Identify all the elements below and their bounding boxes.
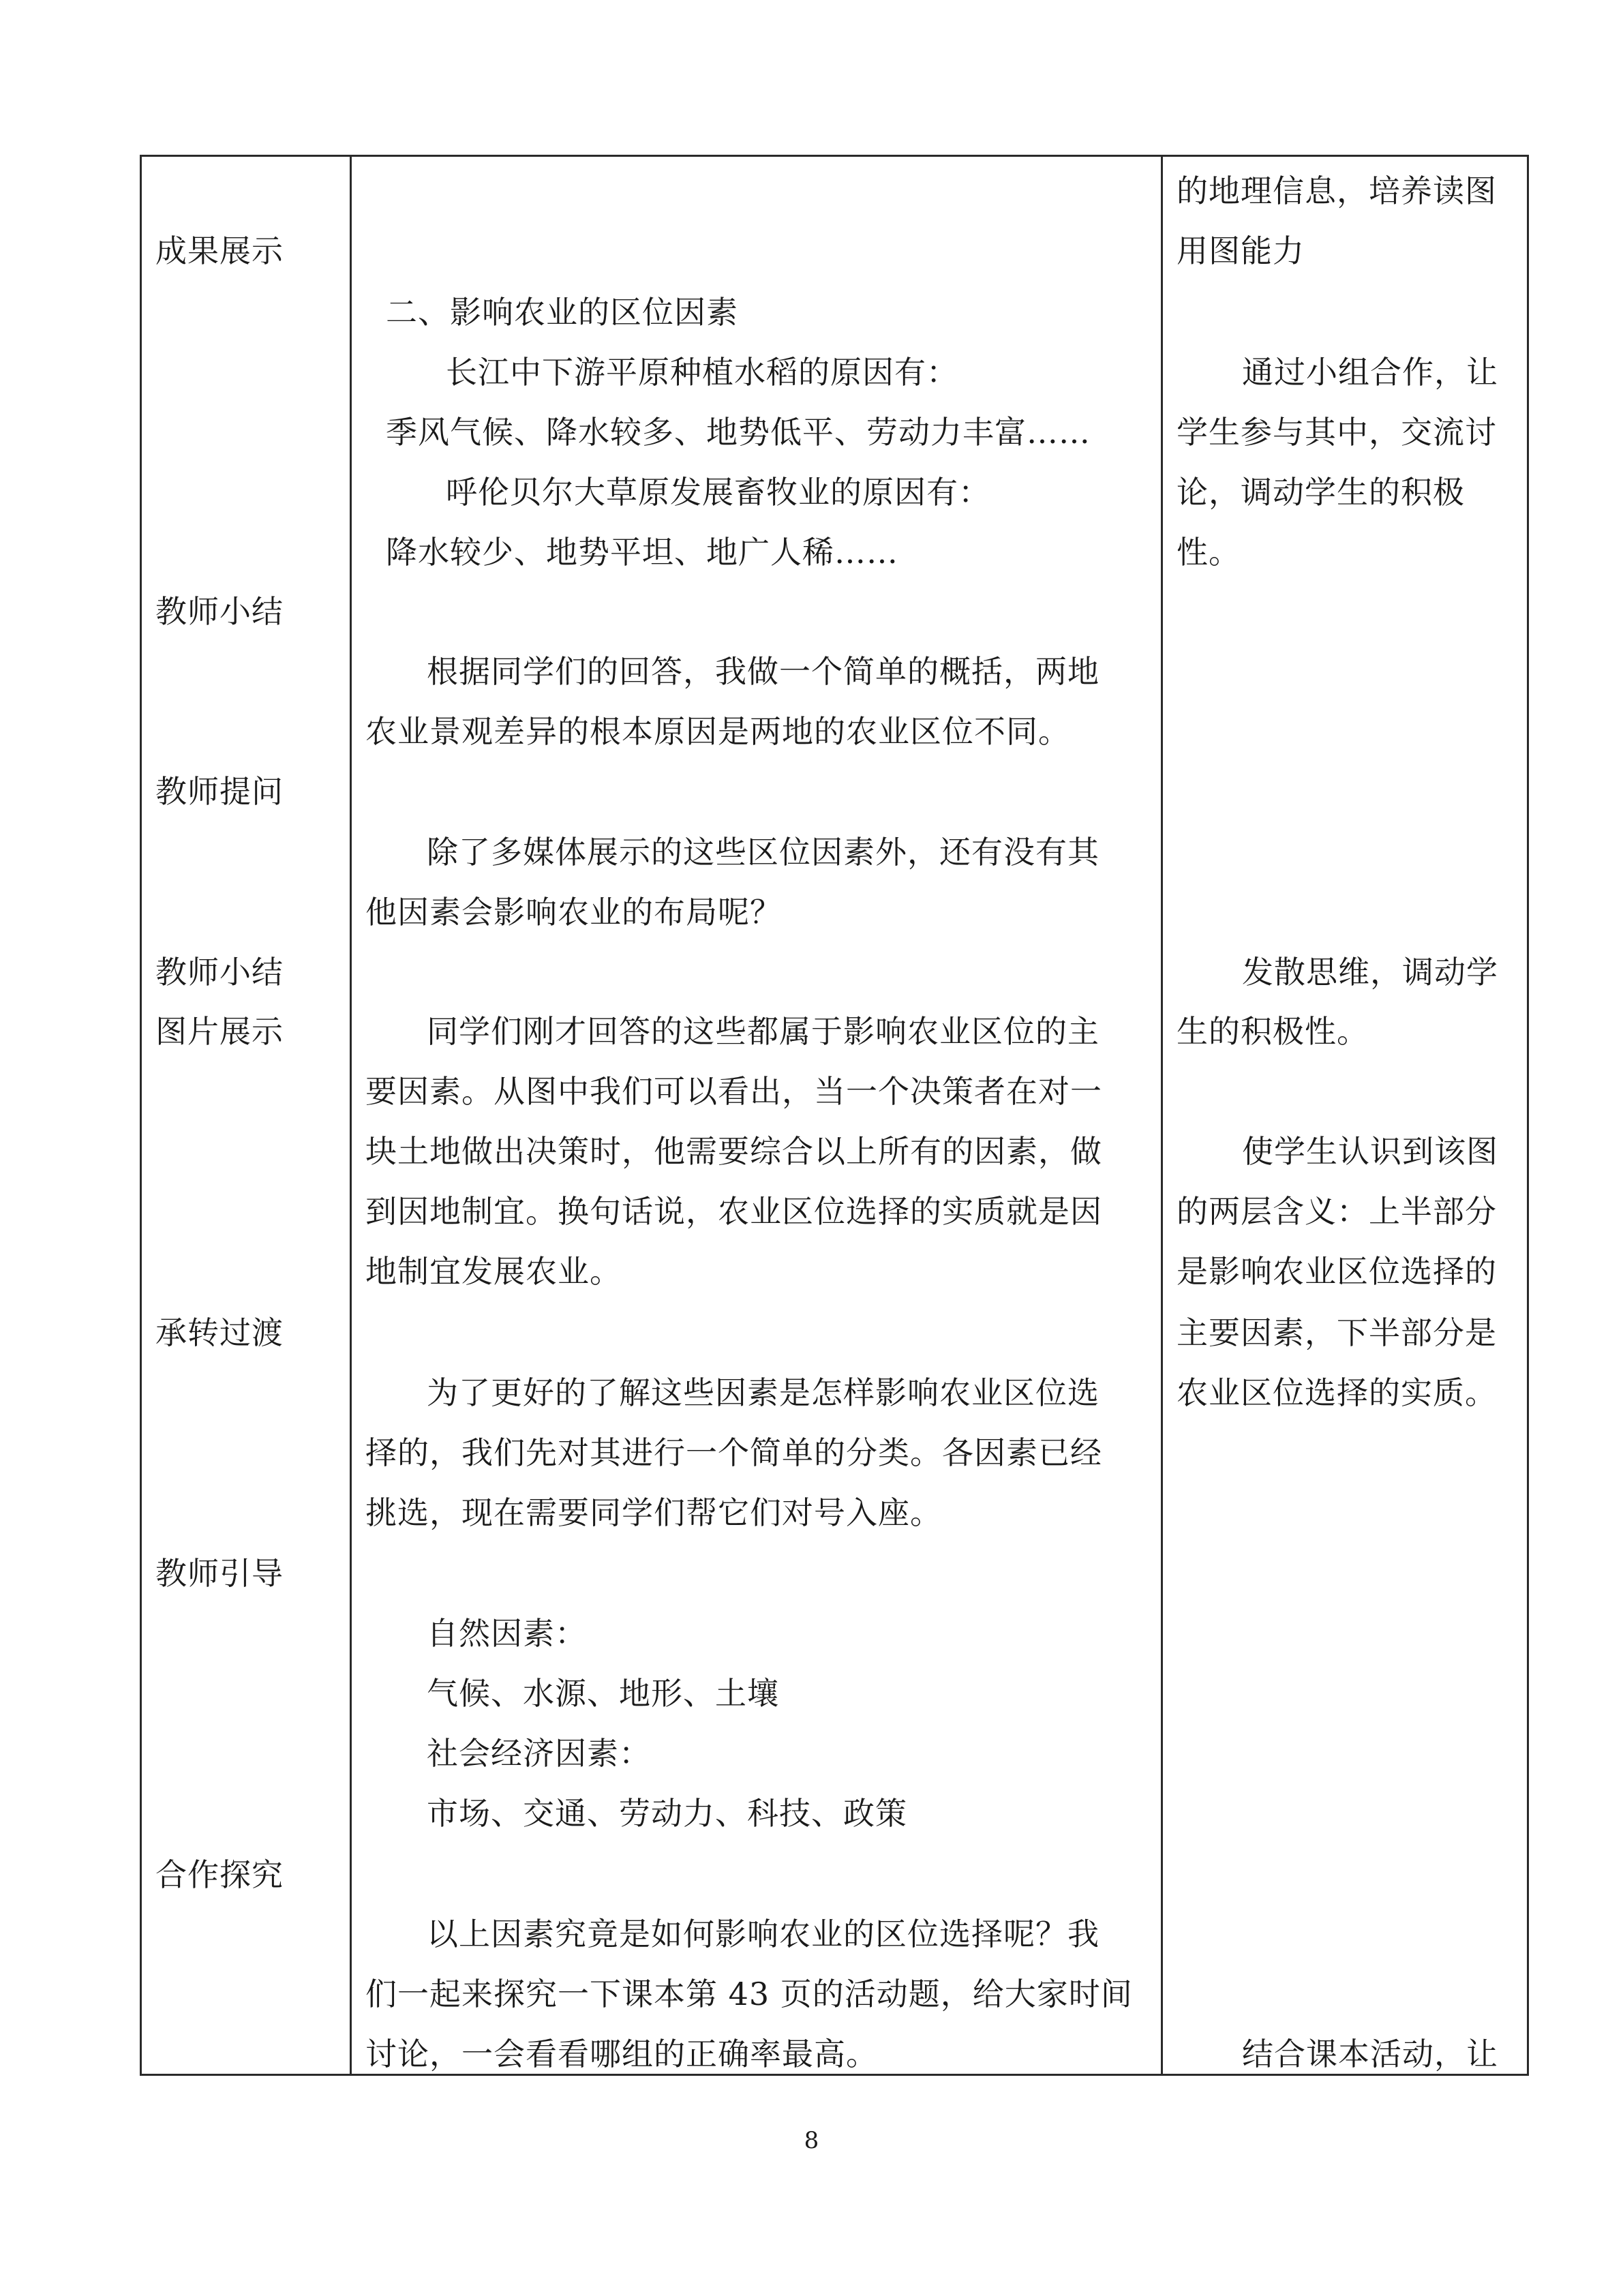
intent-line: 使学生认识到该图 (1242, 1133, 1498, 1170)
intent-line: 农业区位选择的实质。 (1177, 1374, 1497, 1411)
content-line: 要因素。从图中我们可以看出，当一个决策者在对一 (365, 1073, 1102, 1110)
content-line: 降水较少、地势平坦、地广人稀…… (386, 534, 898, 571)
content-line: 同学们刚才回答的这些都属于影响农业区位的主 (427, 1013, 1099, 1050)
stage-label-image-display: 图片展示 (155, 1013, 284, 1050)
content-line: 季风气候、降水较多、地势低平、劳动力丰富…… (386, 414, 1091, 451)
stage-label-teacher-summary: 教师小结 (155, 593, 284, 630)
stage-label-results: 成果展示 (155, 232, 284, 269)
intent-line: 主要因素，下半部分是 (1177, 1314, 1497, 1351)
content-line: 地制宜发展农业。 (365, 1253, 622, 1290)
stage-label-teacher-question: 教师提问 (155, 773, 284, 810)
column-divider-right (1161, 157, 1163, 2074)
content-line: 长江中下游平原种植水稻的原因有： (446, 354, 958, 391)
content-line: 到因地制宜。换句话说，农业区位选择的实质就是因 (365, 1193, 1102, 1230)
content-line: 根据同学们的回答，我做一个简单的概括，两地 (427, 653, 1099, 690)
stage-label-teacher-guide: 教师引导 (155, 1555, 284, 1592)
intent-line: 发散思维，调动学 (1242, 954, 1498, 991)
intent-line: 结合课本活动，让 (1242, 2036, 1498, 2072)
content-line: 以上因素究竟是如何影响农业的区位选择呢？我 (427, 1916, 1099, 1952)
content-line: 择的，我们先对其进行一个简单的分类。各因素已经 (365, 1434, 1102, 1471)
content-line: 社会经济因素： (427, 1735, 651, 1772)
intent-line: 论，调动学生的积极 (1177, 474, 1465, 511)
intent-line: 学生参与其中，交流讨 (1177, 414, 1497, 451)
content-line: 呼伦贝尔大草原发展畜牧业的原因有： (446, 474, 990, 511)
intent-line: 的两层含义：上半部分 (1177, 1193, 1497, 1230)
intent-line: 是影响农业区位选择的 (1177, 1253, 1497, 1290)
content-line: 农业景观差异的根本原因是两地的农业区位不同。 (365, 713, 1070, 750)
stage-label-cooperative-inquiry: 合作探究 (155, 1856, 284, 1893)
intent-line: 生的积极性。 (1177, 1013, 1369, 1050)
content-line: 挑选，现在需要同学们帮它们对号入座。 (365, 1494, 942, 1531)
content-line: 为了更好的了解这些因素是怎样影响农业区位选 (427, 1374, 1099, 1411)
content-line: 市场、交通、劳动力、科技、政策 (427, 1795, 907, 1832)
section-heading: 二、影响农业的区位因素 (386, 294, 738, 331)
intent-line: 通过小组合作，让 (1242, 354, 1498, 391)
content-line: 气候、水源、地形、土壤 (427, 1675, 779, 1712)
content-line: 自然因素： (427, 1615, 587, 1652)
content-line: 块土地做出决策时，他需要综合以上所有的因素，做 (365, 1133, 1102, 1170)
intent-line: 性。 (1177, 534, 1241, 571)
content-line: 讨论，一会看看哪组的正确率最高。 (365, 2036, 878, 2072)
content-line: 们一起来探究一下课本第 43 页的活动题，给大家时间 (365, 1976, 1133, 2012)
intent-line: 的地理信息，培养读图 (1177, 172, 1497, 209)
stage-label-transition: 承转过渡 (155, 1314, 284, 1351)
stage-label-teacher-summary-2: 教师小结 (155, 954, 284, 991)
page-number: 8 (804, 2127, 819, 2154)
content-line: 除了多媒体展示的这些区位因素外，还有没有其 (427, 834, 1099, 871)
intent-line: 用图能力 (1177, 232, 1305, 269)
column-divider-left (350, 157, 352, 2074)
content-line: 他因素会影响农业的布局呢？ (365, 894, 782, 931)
